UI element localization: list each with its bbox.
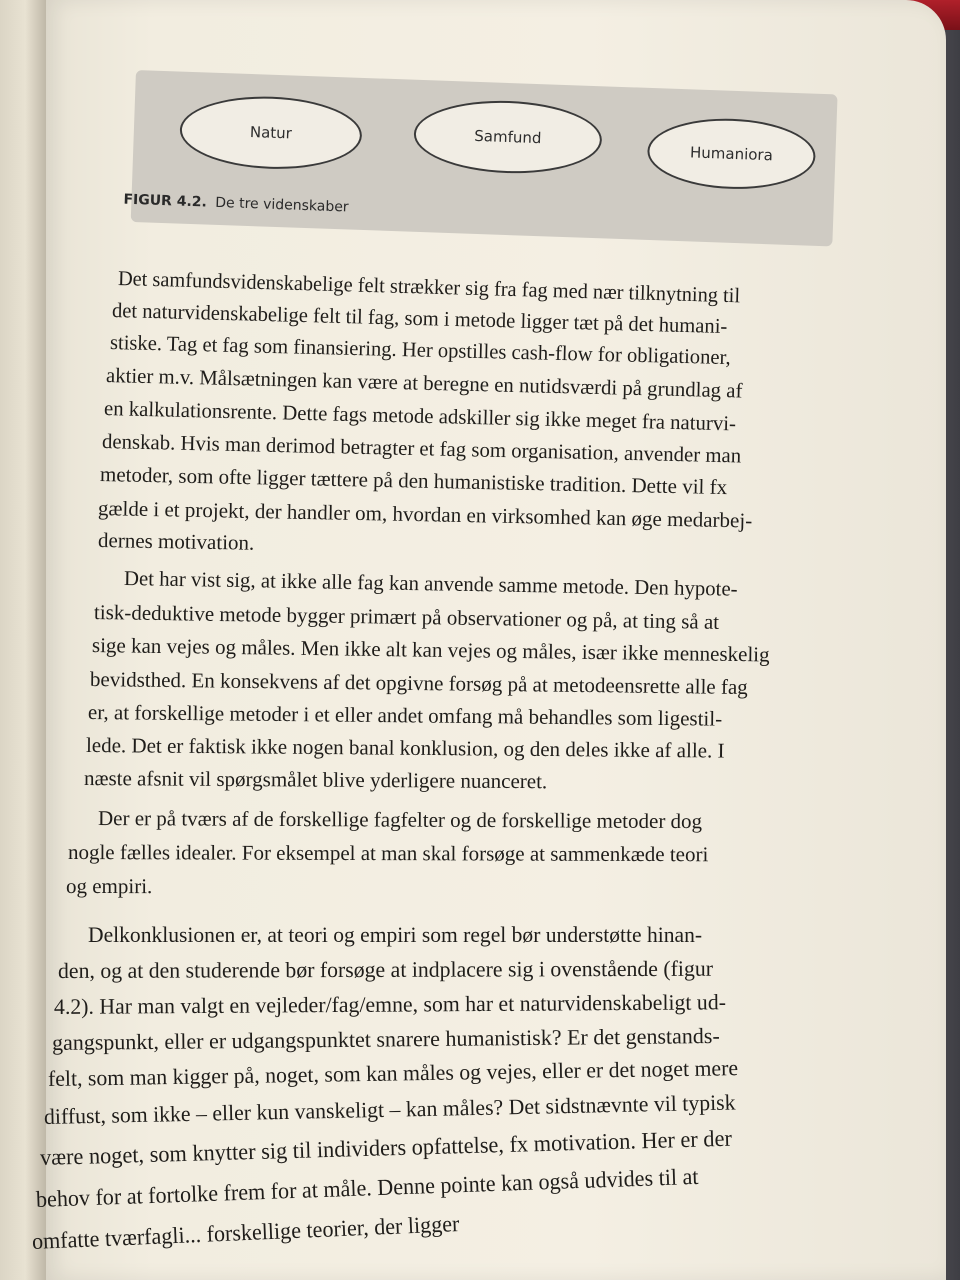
text-line: sige kan vejes og måles. Men ikke alt kan vejes og måles, især ikke menneskelig bbox=[91, 633, 770, 667]
text-line: aktier m.v. Målsætningen kan være at beregne en nutidsværdi på grundlag af bbox=[105, 363, 743, 403]
text-line: felt, som man kigger på, noget, som kan måles og vejes, eller er det noget mere bbox=[47, 1055, 739, 1091]
text-line: næste afsnit vil spørgsmålet blive yderligere nuanceret. bbox=[83, 766, 548, 794]
left-page-edge bbox=[0, 0, 48, 1280]
text-line: gælde i et projekt, der handler om, hvordan en virksomhed kan øge medarbej- bbox=[97, 496, 753, 533]
text-line: metoder, som ofte ligger tættere på den humanistiske tradition. Dette vil fx bbox=[99, 462, 728, 500]
text-line: nogle fælles idealer. For eksempel at man skal forsøge at sammenkæde teori bbox=[67, 840, 709, 867]
text-line: tisk-deduktive metode bygger primært på observationer og på, at ting så at bbox=[93, 600, 720, 634]
text-line: bevidsthed. En konsekvens af det opgivne forsøg på at metodeensrette alle fag bbox=[89, 667, 748, 700]
text-line: 4.2). Har man valgt en vejleder/fag/emne, som har et naturvidenskabeligt ud- bbox=[53, 989, 726, 1019]
figure-caption bbox=[123, 192, 349, 216]
text-line: diffust, som ikke – eller kun vanskeligt – kan måles? Det sidstnævnte vil typisk bbox=[43, 1089, 736, 1129]
text-line: Delkonklusionen er, at teori og empiri som regel bør understøtte hinan- bbox=[88, 922, 703, 947]
text-line: Det har vist sig, at ikke alle fag kan anvende samme metode. Den hypote- bbox=[123, 566, 738, 601]
ellipse-natur bbox=[179, 94, 363, 172]
text-line: være noget, som knytter sig til individers opfattelse, fx motivation. Her er der bbox=[39, 1125, 733, 1170]
ellipse-label-samfund: Samfund bbox=[474, 126, 542, 148]
text-line: Der er på tværs af de forskellige fagfelter og de forskellige metoder dog bbox=[97, 806, 703, 834]
text-line: en kalkulationsrente. Dette fags metode adskiller sig ikke meget fra naturvi- bbox=[103, 396, 737, 436]
figure-4-2 bbox=[123, 70, 838, 246]
text-line: gangspunkt, eller er udgangspunktet snarere humanistisk? Er det genstands- bbox=[51, 1023, 720, 1055]
text-line: behov for at fortolke frem for at måle. Denne pointe kan også udvides til at bbox=[35, 1163, 699, 1212]
text-line: omfatte tværfagli... forskellige teorier, der ligger bbox=[31, 1211, 460, 1254]
text-line: lede. Det er faktisk ikke nogen banal konklusion, og den deles ikke af alle. I bbox=[85, 733, 725, 763]
text-line: er, at forskellige metoder i et eller andet omfang må behandles som ligestil- bbox=[87, 700, 723, 731]
text-line: det naturvidenskabelige felt til fag, som i metode ligger tæt på det humani- bbox=[111, 298, 728, 339]
ellipse-label-humaniora: Humaniora bbox=[689, 143, 774, 165]
text-line: og empiri. bbox=[65, 874, 153, 899]
text-line: dernes motivation. bbox=[97, 528, 255, 555]
text-line: Det samfundsvidenskabelige felt strækker sig fra fag med nær tilknytning til bbox=[117, 266, 741, 308]
text-line: denskab. Hvis man derimod betragter et fag som organisation, anvender man bbox=[101, 429, 742, 468]
ellipse-label-natur: Natur bbox=[249, 123, 293, 143]
ellipse-humaniora bbox=[646, 116, 816, 192]
text-line: den, og at den studerende bør forsøge at indplacere sig i ovenstående (figur bbox=[57, 955, 714, 983]
figure-caption-text: De tre videnskaber bbox=[214, 194, 349, 216]
ellipse-samfund bbox=[413, 98, 603, 177]
text-line: stiske. Tag et fag som finansiering. Her opstilles cash-flow for obligationer, bbox=[109, 330, 732, 370]
figure-caption-label: FIGUR 4.2. bbox=[123, 191, 208, 211]
